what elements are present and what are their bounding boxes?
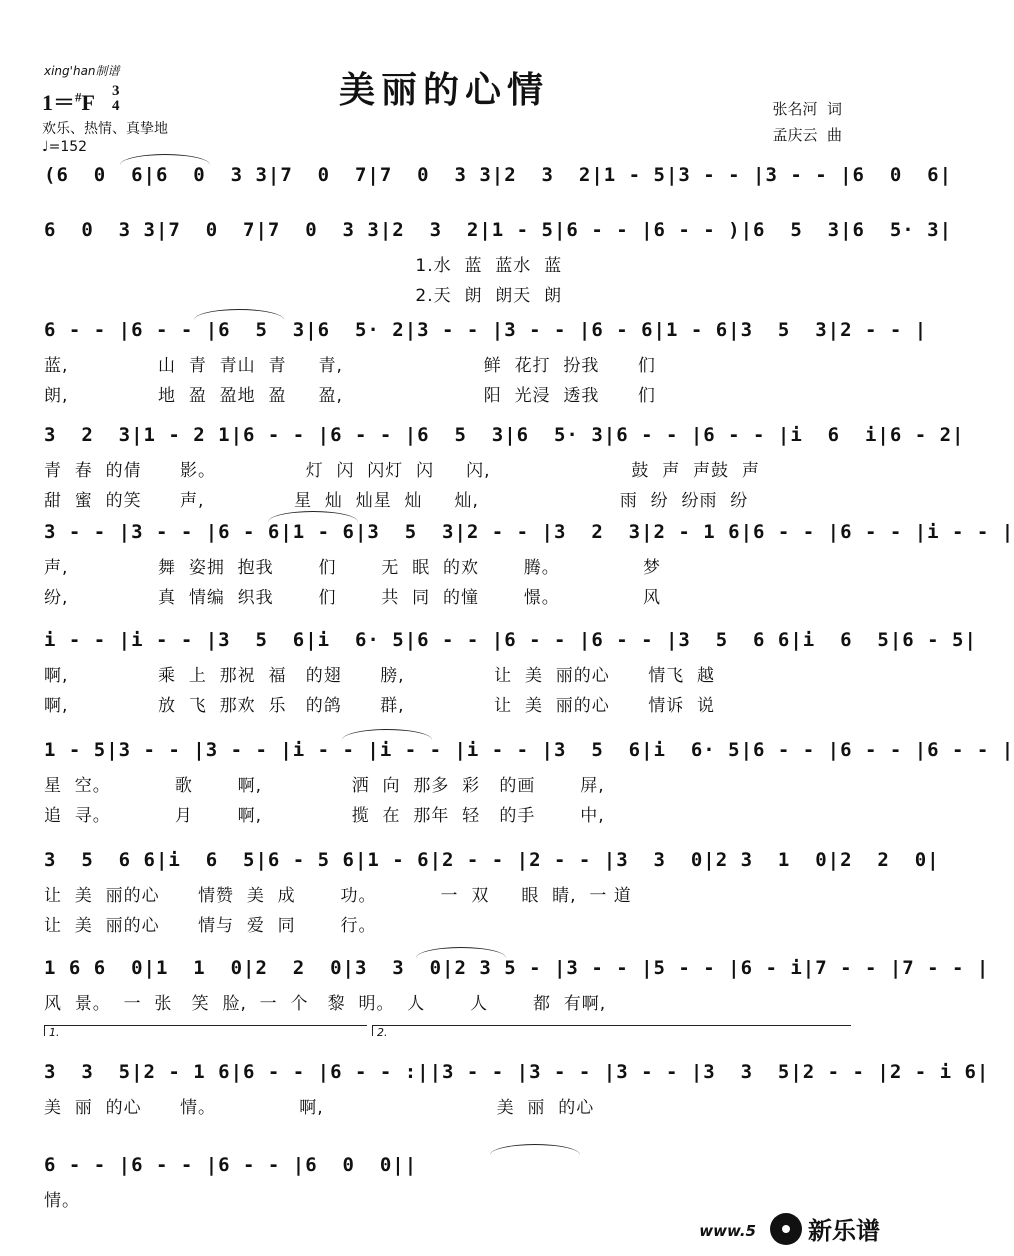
lyric-verse-2: 2.天 朗 朗天 朗 [44,286,563,306]
slur [268,511,358,522]
logo [770,1211,880,1246]
key-note: F [81,90,95,115]
tempo-marking: ♩=152 [42,139,88,155]
notation-line: 3 2 3|1 - 2 1|6 - - |6 - - |6 5 3|6 5· 3|6 - - |6 - - |i 6 i|6 - 2| [44,424,965,446]
logo-text: 新乐谱 [808,1217,880,1245]
notation-line: 6 - - |6 - - |6 - - |6 0 0|| [44,1154,418,1176]
record-icon [770,1213,802,1245]
key-signature [42,86,95,117]
lyric-verse-2: 纷, 真 情编 织我 们 共 同 的憧 憬。 风 [44,588,662,608]
lyric-verse-1: 蓝, 山 青 青山 青 青, 鲜 花打 扮我 们 [44,356,656,376]
first-ending: 1. [44,1025,367,1036]
slur [416,947,506,958]
lyric-verse-2: 追 寻。 月 啊, 揽 在 那年 轻 的手 中, [44,806,605,826]
key-prefix: 1＝ [42,90,76,115]
notation-line: 6 0 3 3|7 0 7|7 0 3 3|2 3 2|1 - 5|6 - - |6 - - )|6 5 3|6 5· 3| [44,219,953,241]
second-ending: 2. [372,1025,851,1036]
slur [194,309,284,320]
notation-line: 1 6 6 0|1 1 0|2 2 0|3 3 0|2 3 5 - |3 - - |5 - - |6 - i|7 - - |7 - - | [44,957,990,979]
lyric-verse-2: 朗, 地 盈 盈地 盈 盈, 阳 光浸 透我 们 [44,386,656,406]
lyric-verse-2: 啊, 放 飞 那欢 乐 的鸽 群, 让 美 丽的心 情诉 说 [44,696,716,716]
lyricist: 张名河 词 [772,100,842,118]
site-url: www.5 [699,1222,756,1240]
lyric-verse-1: 星 空。 歌 啊, 洒 向 那多 彩 的画 屏, [44,776,605,796]
lyric-verse-1: 啊, 乘 上 那祝 福 的翅 膀, 让 美 丽的心 情飞 越 [44,666,716,686]
notation-line: 1 - 5|3 - - |3 - - |i - - |i - - |i - - |3 5 6|i 6· 5|6 - - |6 - - |6 - - | [44,739,1014,761]
expression-marking: 欢乐、热情、真挚地 [42,121,168,137]
song-title: 美丽的心情 [338,69,549,111]
lyric-verse-1: 情。 [44,1191,80,1211]
lyric-verse-1: 1.水 蓝 蓝水 蓝 [44,256,563,276]
time-signature [112,84,120,114]
lyric-verse-1: 青 春 的倩 影。 灯 闪 闪灯 闪 闪, 鼓 声 声鼓 声 [44,461,760,481]
composer: 孟庆云 曲 [772,126,842,144]
lyric-verse-2: 让 美 丽的心 情与 爱 同 行。 [44,916,377,936]
lyric-verse-1: 声, 舞 姿拥 抱我 们 无 眠 的欢 腾。 梦 [44,558,662,578]
notation-line: i - - |i - - |3 5 6|i 6· 5|6 - - |6 - - |6 - - |3 5 6 6|i 6 5|6 - 5| [44,629,977,651]
score-maker: xing'han制谱 [44,64,120,78]
notation-line: 6 - - |6 - - |6 5 3|6 5· 2|3 - - |3 - - |6 - 6|1 - 6|3 5 3|2 - - | [44,319,928,341]
notation-line: (6 0 6|6 0 3 3|7 0 7|7 0 3 3|2 3 2|1 - 5|3 - - |3 - - |6 0 6| [44,164,953,186]
slur [490,1144,580,1155]
time-bottom: 4 [112,98,120,114]
notation-line: 3 - - |3 - - |6 - 6|1 - 6|3 5 3|2 - - |3 2 3|2 - 1 6|6 - - |6 - - |i - - | [44,521,1014,543]
notation-line: 3 3 5|2 - 1 6|6 - - |6 - - :||3 - - |3 - - |3 - - |3 3 5|2 - - |2 - i 6| [44,1061,990,1083]
lyric-verse-1: 风 景。 一 张 笑 脸, 一 个 黎 明。 人 人 都 有啊, [44,994,607,1014]
slur [342,729,432,740]
sharp-sign: # [75,89,82,105]
lyric-verse-1: 美 丽 的心 情。 啊, 美 丽 的心 [44,1098,595,1118]
lyric-verse-2: 甜 蜜 的笑 声, 星 灿 灿星 灿 灿, 雨 纷 纷雨 纷 [44,491,749,511]
notation-line: 3 5 6 6|i 6 5|6 - 5 6|1 - 6|2 - - |2 - - |3 3 0|2 3 1 0|2 2 0| [44,849,940,871]
lyric-verse-1: 让 美 丽的心 情赞 美 成 功。 一 双 眼 睛, 一 道 [44,886,632,906]
time-top: 3 [112,83,120,99]
credits [772,96,842,148]
slur [120,154,210,165]
